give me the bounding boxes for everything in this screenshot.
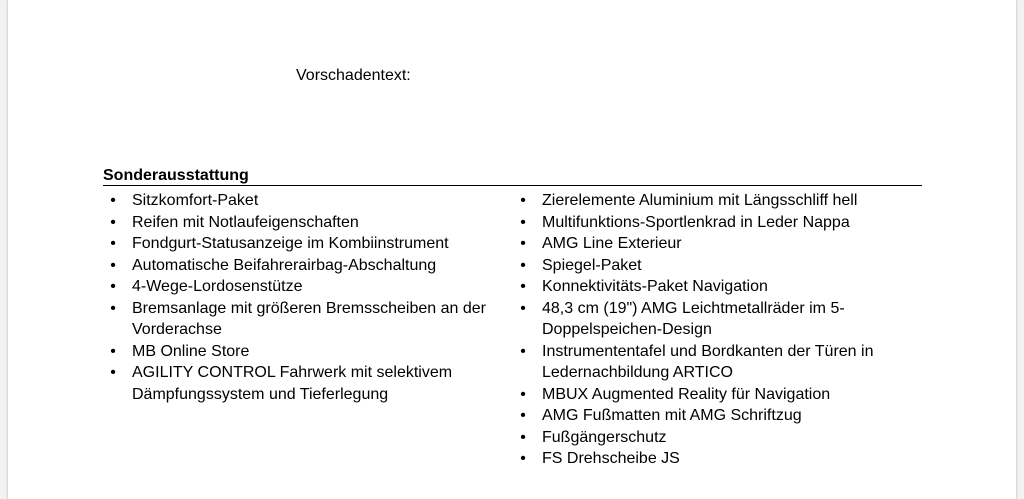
list-item-text: Sitzkomfort-Paket	[132, 192, 259, 209]
list-item-text: MB Online Store	[132, 342, 250, 360]
list-item	[516, 233, 916, 255]
list-item	[106, 298, 516, 341]
list-item-text: AGILITY CONTROL Fahrwerk mit selektivem Dämpfungssystem und Tieferlegung	[132, 364, 453, 403]
bullet-icon: •	[110, 364, 116, 381]
list-item-text: Instrumententafel und Bordkanten der Türen in Ledernachbildung ARTICO	[542, 342, 874, 381]
list-item	[516, 448, 916, 470]
list-item	[106, 233, 516, 255]
list-item-text: Fußgängerschutz	[542, 428, 667, 446]
bullet-icon: •	[520, 278, 526, 295]
list-item	[516, 384, 916, 406]
bullet-icon: •	[520, 428, 526, 446]
bullet-icon: •	[520, 450, 526, 467]
list-item	[516, 427, 916, 449]
list-item-text: 48,3 cm (19") AMG Leichtmetallräder im 5-Doppelspeichen-Design	[542, 299, 845, 338]
list-item	[106, 255, 516, 277]
list-item-text: Bremsanlage mit größeren Bremsscheiben an der Vorderachse	[132, 299, 486, 338]
bullet-icon: •	[520, 192, 526, 209]
list-item	[106, 276, 516, 298]
list-item-text: AMG Fußmatten mit AMG Schriftzug	[542, 407, 802, 424]
list-item	[516, 255, 916, 277]
bullet-icon: •	[110, 342, 116, 360]
list-item	[106, 212, 516, 234]
section-title: Sonderausstattung	[103, 166, 922, 186]
bullet-icon: •	[520, 385, 526, 403]
bullet-icon: •	[110, 256, 116, 274]
bullet-icon: •	[520, 213, 526, 231]
list-item	[516, 298, 916, 341]
list-item	[516, 341, 916, 384]
list-item	[106, 362, 516, 405]
list-item-text: 4-Wege-Lordosenstütze	[132, 278, 303, 295]
document-page	[8, 0, 1016, 499]
bullet-icon: •	[520, 407, 526, 424]
list-item-text: FS Drehscheibe JS	[542, 450, 680, 467]
list-item	[106, 341, 516, 363]
list-item-text: Fondgurt-Statusanzeige im Kombiinstrument	[132, 235, 449, 252]
bullet-icon: •	[110, 192, 116, 209]
list-item-text: Automatische Beifahrerairbag-Abschaltung	[132, 256, 437, 274]
bullet-icon: •	[520, 235, 526, 252]
list-item	[106, 190, 516, 212]
list-item	[516, 276, 916, 298]
bullet-icon: •	[520, 299, 526, 317]
list-item-text: Spiegel-Paket	[542, 256, 642, 274]
bullet-icon: •	[520, 256, 526, 274]
bullet-icon: •	[110, 278, 116, 295]
list-item-text: Konnektivitäts-Paket Navigation	[542, 278, 768, 295]
equipment-list-left	[106, 190, 516, 405]
equipment-list-right	[516, 190, 916, 470]
list-item	[516, 190, 916, 212]
bullet-icon: •	[110, 213, 116, 231]
bullet-icon: •	[110, 299, 116, 317]
list-item-text: MBUX Augmented Reality für Navigation	[542, 385, 831, 403]
list-item	[516, 212, 916, 234]
list-item-text: Reifen mit Notlaufeigenschaften	[132, 213, 359, 231]
vorschaden-label: Vorschadentext:	[296, 67, 411, 84]
list-item-text: Multifunktions-Sportlenkrad in Leder Nappa	[542, 213, 850, 231]
bullet-icon: •	[520, 342, 526, 360]
list-item	[516, 405, 916, 427]
list-item-text: Zierelemente Aluminium mit Längsschliff hell	[542, 192, 858, 209]
list-item-text: AMG Line Exterieur	[542, 235, 682, 252]
bullet-icon: •	[110, 235, 116, 252]
